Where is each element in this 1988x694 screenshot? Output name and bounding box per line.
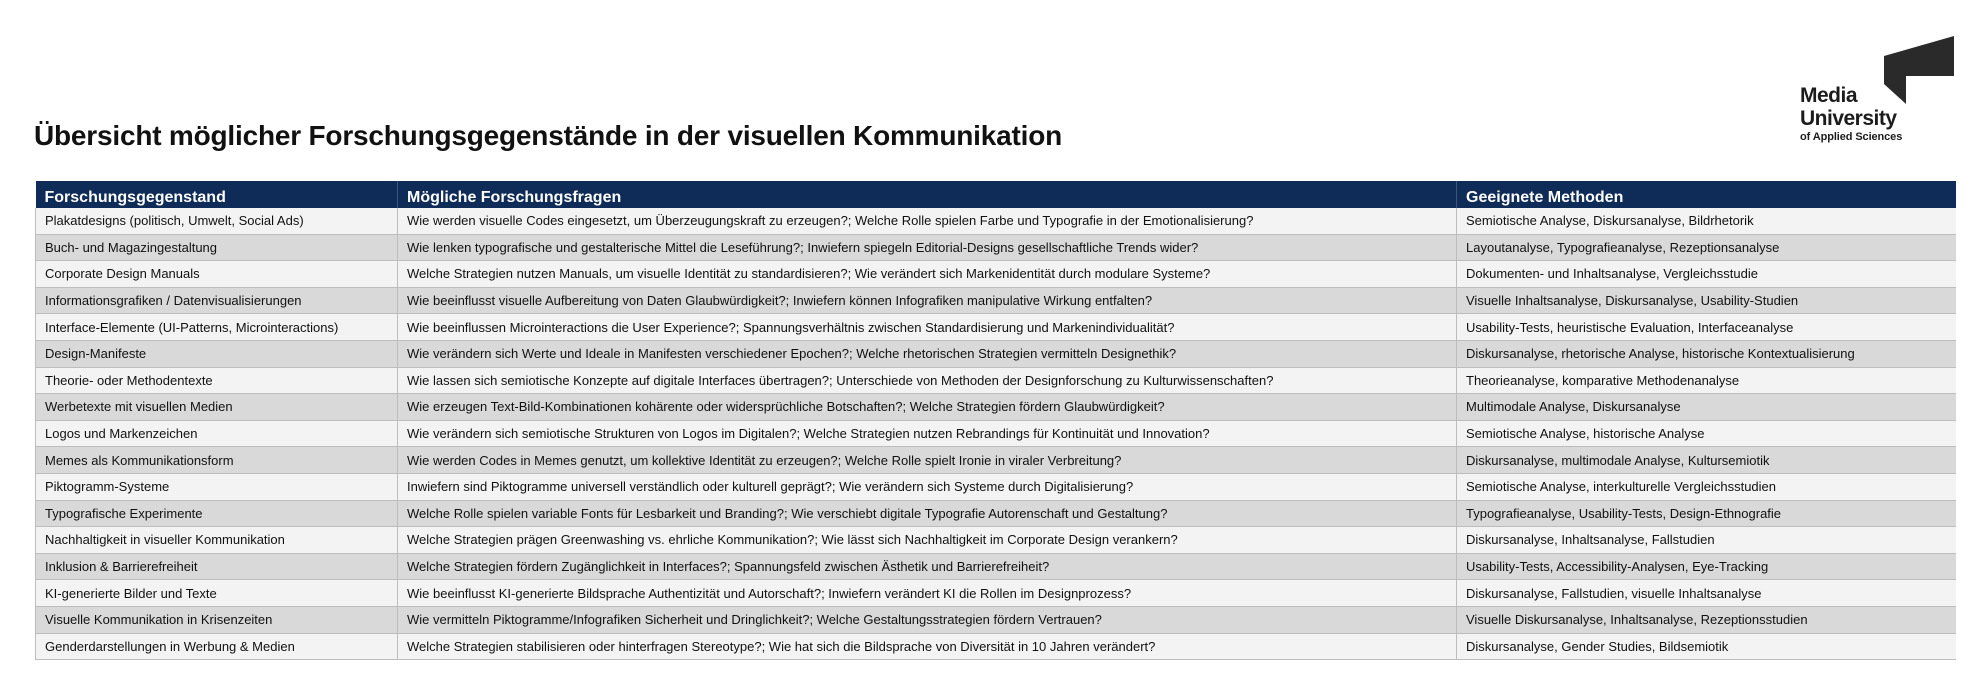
- cell-forschungsfragen: Wie lassen sich semiotische Konzepte auf digitale Interfaces übertragen?; Unterschiede von Methoden der Designforschung zu Kulturwissenschaften?: [398, 367, 1457, 394]
- university-logo: [1800, 36, 1960, 146]
- cell-forschungsfragen: Wie lenken typografische und gestalterische Mittel die Leseführung?; Inwiefern spiegeln Editorial-Designs gesellschaftliche Trends wider?: [398, 234, 1457, 261]
- table-row: [36, 261, 1956, 288]
- cell-forschungsgegenstand: Logos und Markenzeichen: [36, 420, 398, 447]
- table-row: [36, 633, 1956, 660]
- logo-text-line-2: University: [1800, 107, 1897, 130]
- table-row: [36, 527, 1956, 554]
- cell-methoden: Usability-Tests, Accessibility-Analysen, Eye-Tracking: [1457, 553, 1956, 580]
- table-row: [36, 208, 1956, 234]
- table-row: [36, 314, 1956, 341]
- cell-methoden: Diskursanalyse, multimodale Analyse, Kultursemiotik: [1457, 447, 1956, 474]
- header-forschungsgegenstand: Forschungsgegenstand: [36, 181, 398, 208]
- table-row: [36, 367, 1956, 394]
- cell-methoden: Theorieanalyse, komparative Methodenanalyse: [1457, 367, 1956, 394]
- logo-mark-icon: [1884, 36, 1954, 106]
- cell-forschungsgegenstand: Design-Manifeste: [36, 340, 398, 367]
- cell-forschungsgegenstand: Genderdarstellungen in Werbung & Medien: [36, 633, 398, 660]
- page-title: Übersicht möglicher Forschungsgegenstände in der visuellen Kommunikation: [34, 120, 1063, 151]
- table-row: [36, 606, 1956, 633]
- cell-forschungsfragen: Wie verändern sich semiotische Strukturen von Logos im Digitalen?; Welche Strategien nutzen Rebrandings für Kontinuität und Innovation?: [398, 420, 1457, 447]
- cell-methoden: Diskursanalyse, Fallstudien, visuelle Inhaltsanalyse: [1457, 580, 1956, 607]
- table-row: [36, 580, 1956, 607]
- cell-forschungsgegenstand: Werbetexte mit visuellen Medien: [36, 394, 398, 421]
- cell-methoden: Multimodale Analyse, Diskursanalyse: [1457, 394, 1956, 421]
- cell-methoden: Usability-Tests, heuristische Evaluation, Interfaceanalyse: [1457, 314, 1956, 341]
- table-row: [36, 234, 1956, 261]
- table-body: [36, 208, 1956, 660]
- cell-forschungsfragen: Inwiefern sind Piktogramme universell verständlich oder kulturell geprägt?; Wie verändern sich Systeme durch Digitalisierung?: [398, 473, 1457, 500]
- logo-text-line-1: Media: [1800, 84, 1858, 107]
- table-row: [36, 500, 1956, 527]
- cell-forschungsgegenstand: Informationsgrafiken / Datenvisualisierungen: [36, 287, 398, 314]
- cell-methoden: Diskursanalyse, Gender Studies, Bildsemiotik: [1457, 633, 1956, 660]
- cell-forschungsgegenstand: Inklusion & Barrierefreiheit: [36, 553, 398, 580]
- cell-forschungsgegenstand: KI-generierte Bilder und Texte: [36, 580, 398, 607]
- cell-forschungsfragen: Welche Strategien prägen Greenwashing vs. ehrliche Kommunikation?; Wie lässt sich Nachhaltigkeit im Corporate Design verankern?: [398, 527, 1457, 554]
- table-row: [36, 287, 1956, 314]
- cell-forschungsgegenstand: Visuelle Kommunikation in Krisenzeiten: [36, 606, 398, 633]
- cell-methoden: Visuelle Diskursanalyse, Inhaltsanalyse, Rezeptionsstudien: [1457, 606, 1956, 633]
- cell-forschungsfragen: Wie beeinflusst KI-generierte Bildsprache Authentizität und Autorschaft?; Inwiefern verändert KI die Rollen im Designprozess?: [398, 580, 1457, 607]
- cell-forschungsgegenstand: Theorie- oder Methodentexte: [36, 367, 398, 394]
- cell-forschungsgegenstand: Typografische Experimente: [36, 500, 398, 527]
- cell-forschungsfragen: Wie werden visuelle Codes eingesetzt, um Überzeugungskraft zu erzeugen?; Welche Rolle spielen Farbe und Typografie in der Emotionalisierung?: [398, 208, 1457, 234]
- cell-methoden: Visuelle Inhaltsanalyse, Diskursanalyse, Usability-Studien: [1457, 287, 1956, 314]
- table-header-row: [36, 181, 1956, 208]
- cell-forschungsfragen: Wie erzeugen Text-Bild-Kombinationen kohärente oder widersprüchliche Botschaften?; Welche Strategien fördern Glaubwürdigkeit?: [398, 394, 1457, 421]
- table-row: [36, 394, 1956, 421]
- cell-forschungsgegenstand: Nachhaltigkeit in visueller Kommunikation: [36, 527, 398, 554]
- cell-forschungsgegenstand: Interface-Elemente (UI-Patterns, Microinteractions): [36, 314, 398, 341]
- cell-forschungsfragen: Welche Rolle spielen variable Fonts für Lesbarkeit und Branding?; Wie verschiebt digitale Typografie Autorenschaft und Gestaltung?: [398, 500, 1457, 527]
- research-topics-table: [35, 181, 1956, 660]
- cell-forschungsgegenstand: Piktogramm-Systeme: [36, 473, 398, 500]
- cell-forschungsfragen: Welche Strategien nutzen Manuals, um visuelle Identität zu standardisieren?; Wie verändert sich Markenidentität durch modulare Systeme?: [398, 261, 1457, 288]
- header-forschungsfragen: Mögliche Forschungsfragen: [398, 181, 1457, 208]
- table-row: [36, 553, 1956, 580]
- cell-forschungsfragen: Wie beeinflusst visuelle Aufbereitung von Daten Glaubwürdigkeit?; Inwiefern können Infografiken manipulative Wirkung entfalten?: [398, 287, 1457, 314]
- table-row: [36, 420, 1956, 447]
- cell-forschungsgegenstand: Buch- und Magazingestaltung: [36, 234, 398, 261]
- cell-forschungsgegenstand: Memes als Kommunikationsform: [36, 447, 398, 474]
- cell-methoden: Dokumenten- und Inhaltsanalyse, Vergleichsstudie: [1457, 261, 1956, 288]
- cell-methoden: Diskursanalyse, rhetorische Analyse, historische Kontextualisierung: [1457, 340, 1956, 367]
- header-methoden: Geeignete Methoden: [1457, 181, 1956, 208]
- cell-methoden: Typografieanalyse, Usability-Tests, Design-Ethnografie: [1457, 500, 1956, 527]
- table-row: [36, 473, 1956, 500]
- cell-forschungsfragen: Wie verändern sich Werte und Ideale in Manifesten verschiedener Epochen?; Welche rhetorischen Strategien vermitteln Designethik?: [398, 340, 1457, 367]
- cell-methoden: Semiotische Analyse, interkulturelle Vergleichsstudien: [1457, 473, 1956, 500]
- logo-text-line-3: of Applied Sciences: [1800, 131, 1903, 143]
- cell-methoden: Semiotische Analyse, Diskursanalyse, Bildrhetorik: [1457, 208, 1956, 234]
- cell-forschungsfragen: Wie beeinflussen Microinteractions die User Experience?; Spannungsverhältnis zwischen Standardisierung und Markenindividualität?: [398, 314, 1457, 341]
- table-row: [36, 340, 1956, 367]
- cell-forschungsfragen: Welche Strategien stabilisieren oder hinterfragen Stereotype?; Wie hat sich die Bildsprache von Diversität in 10 Jahren verändert?: [398, 633, 1457, 660]
- cell-methoden: Diskursanalyse, Inhaltsanalyse, Fallstudien: [1457, 527, 1956, 554]
- table-row: [36, 447, 1956, 474]
- cell-forschungsgegenstand: Corporate Design Manuals: [36, 261, 398, 288]
- cell-methoden: Semiotische Analyse, historische Analyse: [1457, 420, 1956, 447]
- cell-forschungsgegenstand: Plakatdesigns (politisch, Umwelt, Social Ads): [36, 208, 398, 234]
- cell-forschungsfragen: Welche Strategien fördern Zugänglichkeit in Interfaces?; Spannungsfeld zwischen Ästhetik und Barrierefreiheit?: [398, 553, 1457, 580]
- cell-forschungsfragen: Wie vermitteln Piktogramme/Infografiken Sicherheit und Dringlichkeit?; Welche Gestaltungsstrategien fördern Vertrauen?: [398, 606, 1457, 633]
- cell-methoden: Layoutanalyse, Typografieanalyse, Rezeptionsanalyse: [1457, 234, 1956, 261]
- cell-forschungsfragen: Wie werden Codes in Memes genutzt, um kollektive Identität zu erzeugen?; Welche Rolle spielt Ironie in viraler Verbreitung?: [398, 447, 1457, 474]
